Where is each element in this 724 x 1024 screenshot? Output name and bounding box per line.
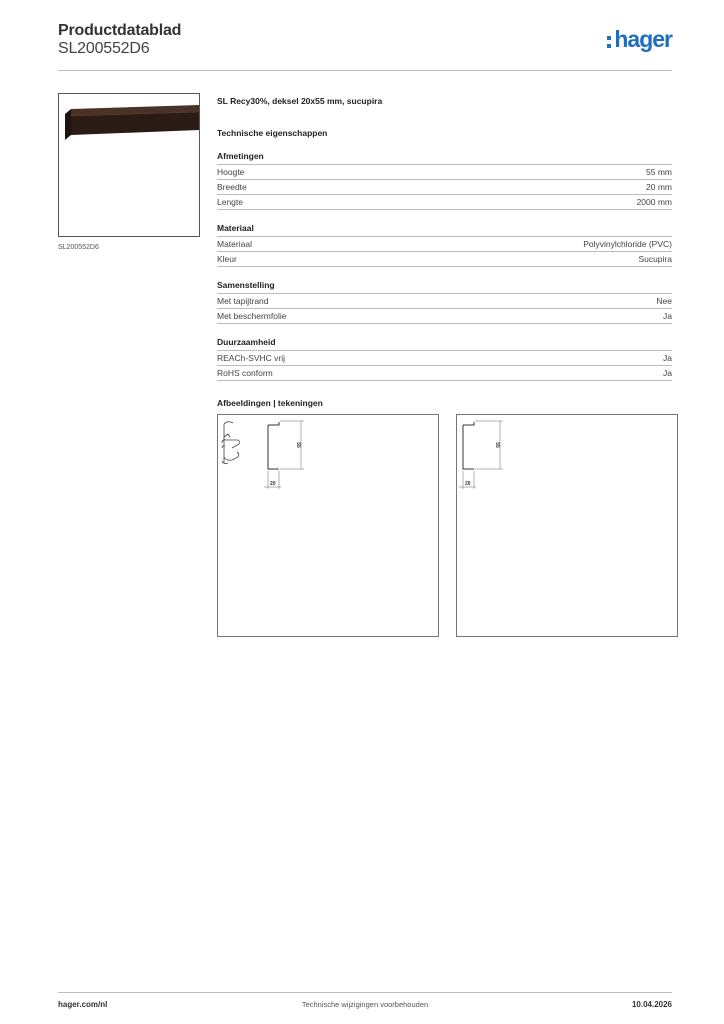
property-value: 55 mm — [646, 167, 672, 177]
property-value: Ja — [663, 368, 672, 378]
section-title: Samenstelling — [217, 280, 672, 294]
profile-drawing-icon — [218, 415, 440, 638]
property-row — [217, 252, 672, 267]
document-date: 10.04.2026 — [631, 1000, 672, 1009]
disclaimer-text: Technische wijzigingen voorbehouden — [301, 1000, 429, 1009]
property-row — [217, 294, 672, 309]
dim-width-label: 20 — [270, 481, 276, 487]
section-title: Duurzaamheid — [217, 337, 672, 351]
property-label: Hoogte — [217, 167, 245, 177]
page-footer — [58, 992, 672, 1017]
gallery-title: Afbeeldingen | tekeningen — [217, 398, 323, 408]
property-label: RoHS conform — [217, 368, 273, 378]
technical-properties-title: Technische eigenschappen — [217, 128, 328, 138]
hager-logo — [607, 28, 672, 51]
property-row — [217, 180, 672, 195]
property-value: Ja — [663, 353, 672, 363]
property-label: Breedte — [217, 182, 247, 192]
product-cover-icon — [59, 94, 201, 238]
product-name: SL Recy30%, deksel 20x55 mm, sucupira — [217, 96, 383, 106]
property-value: Ja — [663, 311, 672, 321]
property-label: Met beschermfolie — [217, 311, 287, 321]
property-label: REACh-SVHC vrij — [217, 353, 286, 363]
drawing-2 — [456, 414, 678, 637]
property-value: Nee — [656, 296, 672, 306]
logo-text: hager — [614, 26, 672, 52]
property-label: Kleur — [217, 254, 237, 264]
dim-width-label: 20 — [465, 481, 471, 487]
property-label: Materiaal — [217, 239, 252, 249]
property-row — [217, 309, 672, 324]
section-title: Afmetingen — [217, 151, 672, 165]
website-link[interactable]: hager.com/nl — [58, 1000, 108, 1009]
product-image — [58, 93, 200, 237]
image-caption: SL200552D6 — [58, 244, 99, 251]
logo-dots-icon — [607, 32, 612, 49]
property-value: 20 mm — [646, 182, 672, 192]
section-samenstelling — [217, 280, 672, 324]
property-row — [217, 195, 672, 210]
drawing-1 — [217, 414, 439, 637]
dim-height-label: 55 — [295, 442, 301, 448]
property-row — [217, 366, 672, 381]
section-afmetingen — [217, 151, 672, 210]
property-label: Met tapijtrand — [217, 296, 269, 306]
properties-list — [217, 151, 672, 381]
dim-height-label: 55 — [494, 442, 500, 448]
page-title: Productdatablad — [58, 22, 182, 39]
property-row — [217, 351, 672, 366]
property-value: Sucupira — [638, 254, 672, 264]
section-title: Materiaal — [217, 223, 672, 237]
property-value: Polyvinylchloride (PVC) — [583, 239, 672, 249]
profile-drawing-icon — [457, 415, 679, 638]
product-code: SL200552D6 — [58, 40, 150, 57]
property-row — [217, 165, 672, 180]
property-value: 2000 mm — [636, 197, 672, 207]
property-label: Lengte — [217, 197, 243, 207]
property-row — [217, 237, 672, 252]
page-header — [58, 20, 672, 71]
main-content — [217, 96, 672, 408]
section-duurzaamheid — [217, 337, 672, 381]
section-materiaal — [217, 223, 672, 267]
